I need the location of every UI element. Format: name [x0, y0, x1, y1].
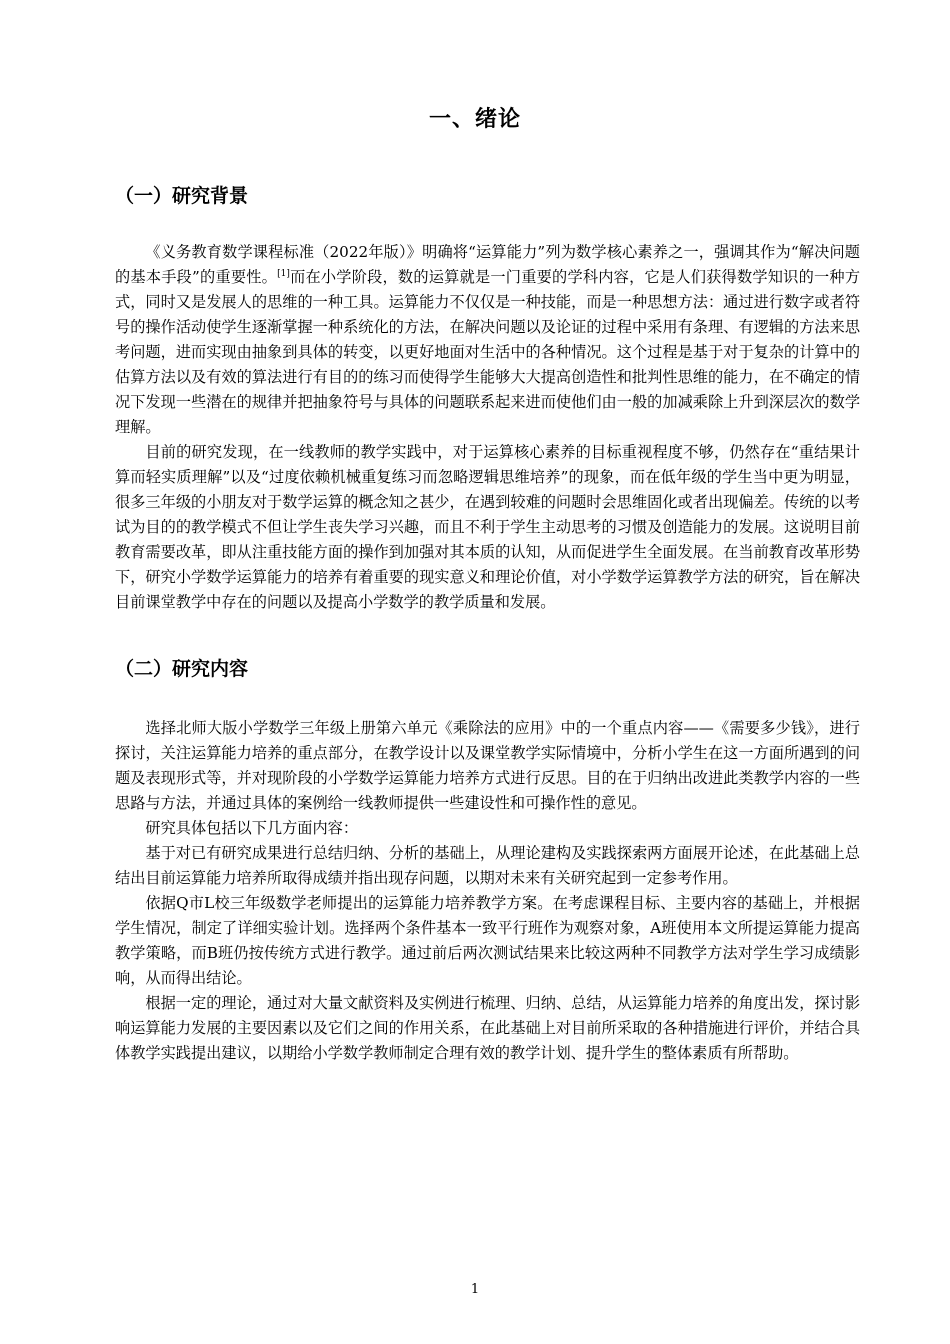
- section-body-research-background: [115, 240, 860, 615]
- section-body-research-content: [115, 716, 860, 1066]
- paragraph: 根据一定的理论，通过对大量文献资料及实例进行梳理、归纳、总结，从运算能力培养的角度出发，探讨影响运算能力发展的主要因素以及它们之间的作用关系，在此基础上对目前所采取的各种措施进行评价，并结合具体教学实践提出建议，以期给小学数学教师制定合理有效的教学计划、提升学生的整体素质有所帮助。: [115, 994, 860, 1062]
- paragraph-text: 而在小学阶段，数的运算就是一门重要的学科内容，它是人们获得数学知识的一种方式，同时又是发展人的思维的一种工具。运算能力不仅仅是一种技能，而是一种思想方法：通过进行数字或者符号的操作活动使学生逐渐掌握一种系统化的方法，在解决问题以及论证的过程中采用有条理、有逻辑的方法来思考问题，进而实现由抽象到具体的转变，以更好地面对生活中的各种情况。这个过程是基于对于复杂的计算中的估算方法以及有效的算法进行有目的的练习而使得学生能够大大提高创造性和批判性思维的能力，在不确定的情况下发现一些潜在的规律并把抽象符号与具体的问题联系起来进而使他们由一般的加减乘除上升到深层次的数学理解。: [115, 268, 861, 436]
- chapter-title: 一、绪论: [428, 107, 521, 132]
- paragraph: 基于对已有研究成果进行总结归纳、分析的基础上，从理论建构及实践探索两方面展开论述，在此基础上总结出目前运算能力培养所取得成绩并指出现存问题，以期对未来有关研究起到一定参考作用。: [115, 844, 860, 887]
- paragraph: 目前的研究发现，在一线教师的教学实践中，对于运算核心素养的目标重视程度不够，仍然存在“重结果计算而轻实质理解”以及“过度依赖机械重复练习而忽略逻辑思维培养”的现象，而在低年级的学生当中更为明显，很多三年级的小朋友对于数学运算的概念知之甚少，在遇到较难的问题时会思维固化或者出现偏差。传统的以考试为目的的教学模式不但让学生丧失学习兴趣，而且不利于学生主动思考的习惯及创造能力的发展。这说明目前教育需要改革，即从注重技能方面的操作到加强对其本质的认知，从而促进学生全面发展。在当前教育改革形势下，研究小学数学运算能力的培养有着重要的现实意义和理论价值，对小学数学运算教学方法的研究，旨在解决目前课堂教学中存在的问题以及提高小学数学的教学质量和发展。: [115, 443, 860, 611]
- paragraph: 依据Q市L校三年级数学老师提出的运算能力培养教学方案。在考虑课程目标、主要内容的基础上，并根据学生情况，制定了详细实验计划。选择两个条件基本一致平行班作为观察对象，A班使用本文所提运算能力提高教学策略，而B班仍按传统方式进行教学。通过前后两次测试结果来比较这两种不同教学方法对学生学习成绩影响，从而得出结论。: [115, 894, 860, 987]
- paragraph: 选择北师大版小学数学三年级上册第六单元《乘除法的应用》中的一个重点内容——《需要多少钱》，进行探讨，关注运算能力培养的重点部分，在教学设计以及课堂教学实际情境中，分析小学生在这一方面所遇到的问题及表现形式等，并对现阶段的小学数学运算能力培养方式进行反思。目的在于归纳出改进此类教学内容的一些思路与方法，并通过具体的案例给一线教师提供一些建设性和可操作性的意见。: [115, 719, 860, 812]
- section-title-research-background: （一）研究背景: [115, 185, 249, 207]
- citation-reference[interactable]: [1]: [277, 269, 290, 279]
- page-number: 1: [470, 1282, 480, 1297]
- paragraph-text: 《义务教育数学课程标准（2022年版）》明确将“运算能力”列为数学核心素养之一，强调其作为“解决问题的基本手段”的重要性。: [115, 243, 860, 286]
- paragraph: 研究具体包括以下几方面内容：: [145, 819, 359, 837]
- paragraph: [115, 240, 860, 440]
- section-title-research-content: （二）研究内容: [115, 658, 249, 680]
